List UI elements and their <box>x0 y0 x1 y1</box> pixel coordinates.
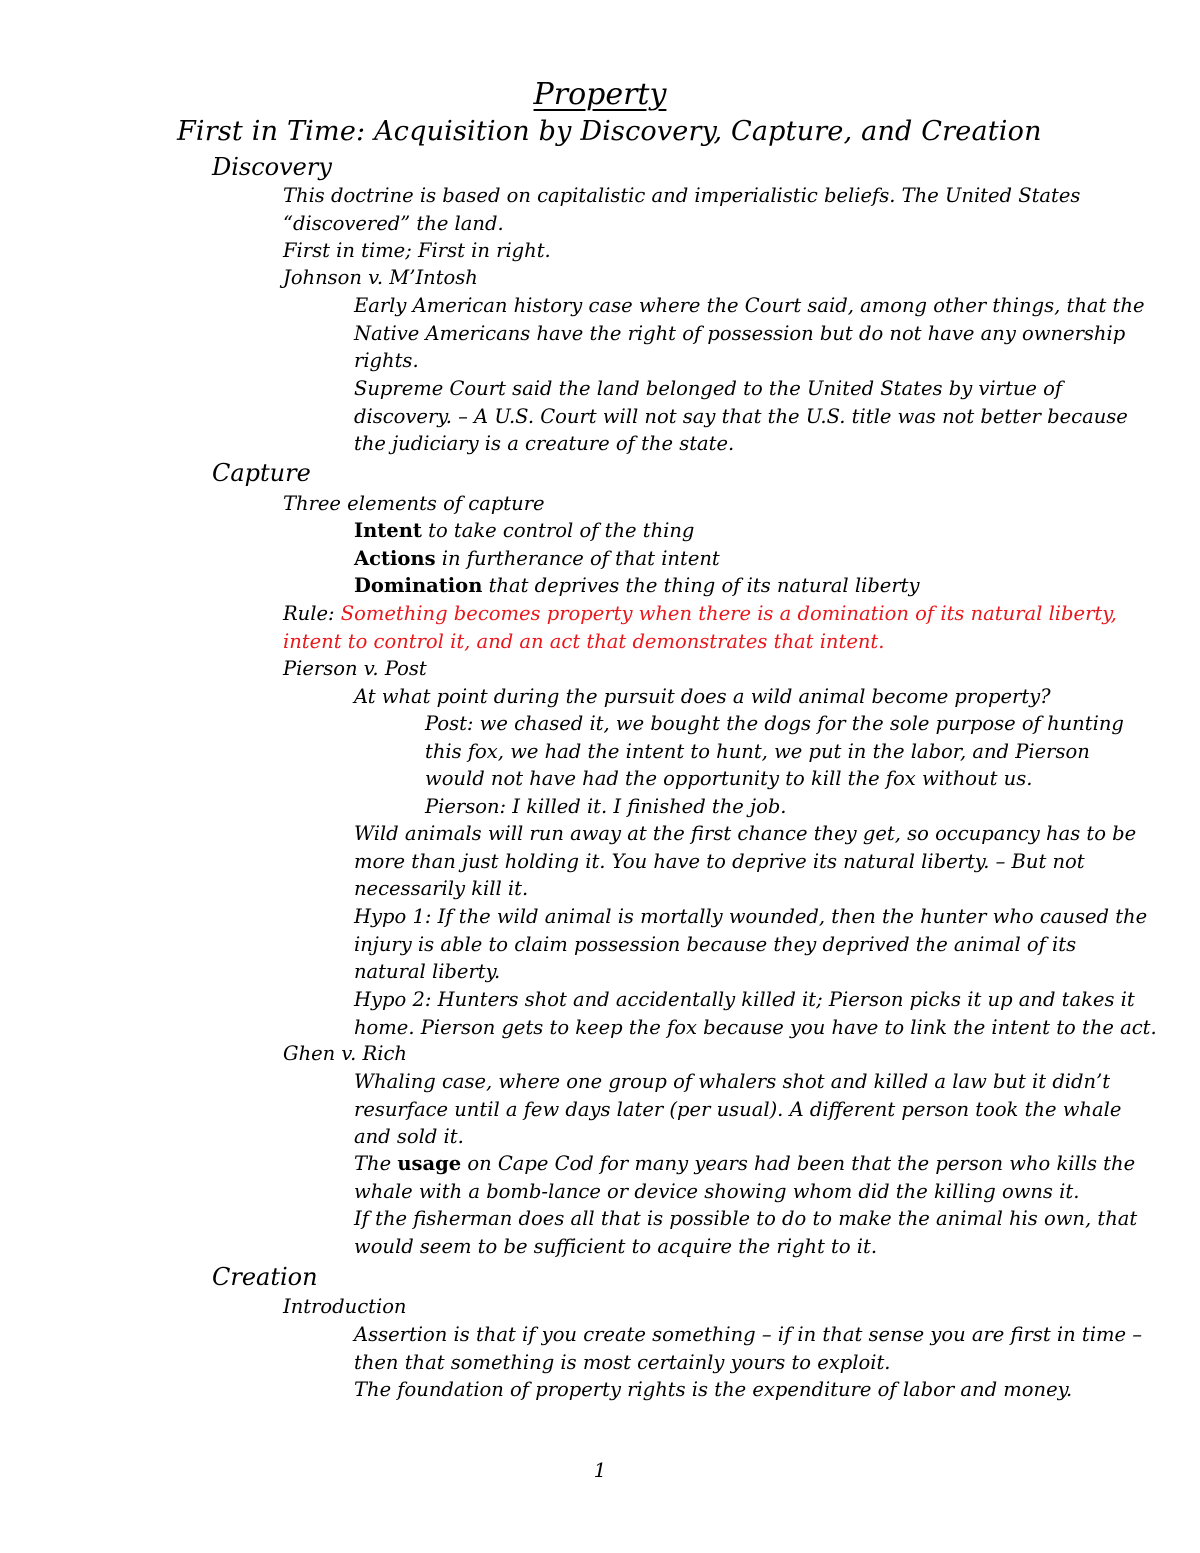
outline-body: First in Time: Acquisition by Discovery, Capture, and Creation <box>177 116 1042 147</box>
outline-body: Whaling case, where one group of whalers shot and killed a law but it didn’t <box>354 1070 1111 1093</box>
outline-body: Creation <box>212 1263 318 1291</box>
outline-prefix: Rule: <box>283 602 341 625</box>
outline-text-line <box>354 986 1135 1014</box>
outline-bold-term: usage <box>397 1152 462 1175</box>
page-title <box>0 76 1200 114</box>
page-title-text: Property <box>533 77 667 112</box>
outline-text-line <box>212 152 332 182</box>
outline-body: the judiciary is a creature of the state. <box>354 432 735 455</box>
outline-bold-term: Intent <box>354 519 422 542</box>
outline-text-line <box>354 1205 1137 1233</box>
outline-body: would seem to be sufficient to acquire the right to it. <box>354 1234 878 1258</box>
outline-body: and sold it. <box>354 1125 464 1148</box>
outline-text-line <box>283 628 884 656</box>
outline-text-line <box>354 375 1062 403</box>
outline-text-line <box>354 1376 1072 1404</box>
outline-text-line <box>354 1096 1121 1124</box>
outline-text-line <box>283 655 427 683</box>
outline-body: whale with a bomb-lance or device showing whom did the killing owns it. <box>354 1179 1080 1203</box>
outline-text-line <box>354 430 734 458</box>
outline-body: that deprives the thing of its natural liberty <box>482 574 920 597</box>
outline-text-line <box>354 1014 1157 1042</box>
outline-body: more than just holding it. You have to deprive its natural liberty. – But not <box>354 849 1085 873</box>
outline-text-line <box>212 1262 318 1292</box>
outline-text-line <box>354 1233 877 1261</box>
outline-body: this fox, we had the intent to hunt, we put in the labor, and Pierson <box>425 739 1090 763</box>
outline-body: Ghen v. Rich <box>283 1042 407 1065</box>
outline-body: discovery. – A U.S. Court will not say that the U.S. title was not better because <box>354 404 1128 428</box>
outline-text-line <box>354 1068 1110 1096</box>
outline-body: injury is able to claim possession because they deprived the animal of its <box>354 932 1077 956</box>
outline-text-line <box>354 683 1051 711</box>
outline-text-line <box>283 600 1117 628</box>
outline-text-line <box>354 1178 1079 1206</box>
outline-text-line <box>283 264 478 292</box>
outline-text-line <box>354 347 419 375</box>
outline-text-line <box>354 572 920 600</box>
outline-text-line <box>354 1150 1135 1178</box>
outline-body: If the fisherman does all that is possible to do to make the animal his own, that <box>354 1207 1138 1230</box>
outline-body: intent to control it, and an act that demonstrates that intent. <box>283 629 885 653</box>
outline-text-line <box>283 210 504 238</box>
outline-text-line <box>354 403 1128 431</box>
outline-text-line <box>354 931 1076 959</box>
outline-body: then that something is most certainly yours to exploit. <box>354 1350 891 1374</box>
outline-text-line <box>354 958 500 986</box>
outline-text-line <box>425 793 787 821</box>
outline-body: Pierson v. Post <box>283 657 427 680</box>
outline-body: Wild animals will run away at the first chance they get, so occupancy has to be <box>354 822 1137 845</box>
outline-body: Pierson: I killed it. I finished the job. <box>425 795 787 818</box>
outline-body: At what point during the pursuit does a wild animal become property? <box>354 685 1051 708</box>
outline-body: Three elements of capture <box>283 492 545 515</box>
outline-body: Introduction <box>283 1295 407 1318</box>
outline-body: on Cape Cod for many years had been that the person who kills the <box>461 1152 1136 1175</box>
outline-body: Hypo 1: If the wild animal is mortally wounded, then the hunter who caused the <box>354 905 1148 928</box>
outline-body: “discovered” the land. <box>283 211 504 235</box>
outline-body: resurface until a few days later (per usual). A different person took the whale <box>354 1097 1122 1121</box>
outline-body: Supreme Court said the land belonged to the United States by virtue of <box>354 377 1063 400</box>
outline-text-line <box>354 1321 1142 1349</box>
outline-text-line <box>354 903 1147 931</box>
outline-body: Something becomes property when there is a domination of its natural liberty, <box>340 602 1117 625</box>
outline-text-line <box>425 738 1090 766</box>
outline-text-line <box>354 848 1085 876</box>
outline-body: Johnson v. M’Intosh <box>283 266 478 289</box>
outline-body: This doctrine is based on capitalistic and imperialistic beliefs. The United States <box>283 184 1081 207</box>
outline-text-line <box>212 458 311 488</box>
outline-body: Capture <box>212 459 311 487</box>
outline-body: would not have had the opportunity to kill the fox without us. <box>425 767 1033 790</box>
outline-body: Discovery <box>212 153 332 181</box>
outline-body: Hypo 2: Hunters shot and accidentally killed it; Pierson picks it up and takes it <box>354 988 1135 1011</box>
outline-text-line <box>354 320 1125 348</box>
outline-text-line <box>283 182 1080 210</box>
outline-body: Early American history case where the Court said, among other things, that the <box>354 294 1145 317</box>
outline-bold-term: Actions <box>354 547 436 570</box>
page-number: 1 <box>593 1458 607 1482</box>
outline-body: necessarily kill it. <box>354 877 529 900</box>
outline-text-line <box>354 517 694 545</box>
outline-text-line <box>425 765 1032 793</box>
outline-text-line <box>354 1349 891 1377</box>
outline-body: Native Americans have the right of possession but do not have any ownership <box>354 321 1126 345</box>
outline-text-line <box>425 710 1124 738</box>
outline-text-line <box>354 875 528 903</box>
outline-text-line <box>283 490 545 518</box>
outline-text-line <box>283 1040 407 1068</box>
outline-text-line <box>354 820 1136 848</box>
outline-text-line <box>283 237 551 265</box>
outline-bold-term: Domination <box>354 574 483 597</box>
outline-body: rights. <box>354 349 419 372</box>
outline-body: natural liberty. <box>354 960 501 983</box>
outline-text-line <box>177 115 1042 149</box>
outline-body: Assertion is that if you create something – if in that sense you are first in time – <box>354 1323 1142 1346</box>
outline-body: Post: we chased it, we bought the dogs for the sole purpose of hunting <box>425 712 1124 735</box>
outline-body: First in time; First in right. <box>283 239 551 262</box>
outline-body: to take control of the thing <box>421 519 695 542</box>
outline-prefix: The <box>354 1152 398 1175</box>
outline-text-line <box>283 1293 407 1321</box>
outline-body: in furtherance of that intent <box>435 547 720 570</box>
outline-text-line <box>354 292 1144 320</box>
outline-text-line <box>354 1123 464 1151</box>
outline-body: home. Pierson gets to keep the fox because you have to link the intent to the act. <box>354 1015 1157 1039</box>
outline-text-line <box>354 545 720 573</box>
outline-body: The foundation of property rights is the expenditure of labor and money. <box>354 1378 1073 1401</box>
